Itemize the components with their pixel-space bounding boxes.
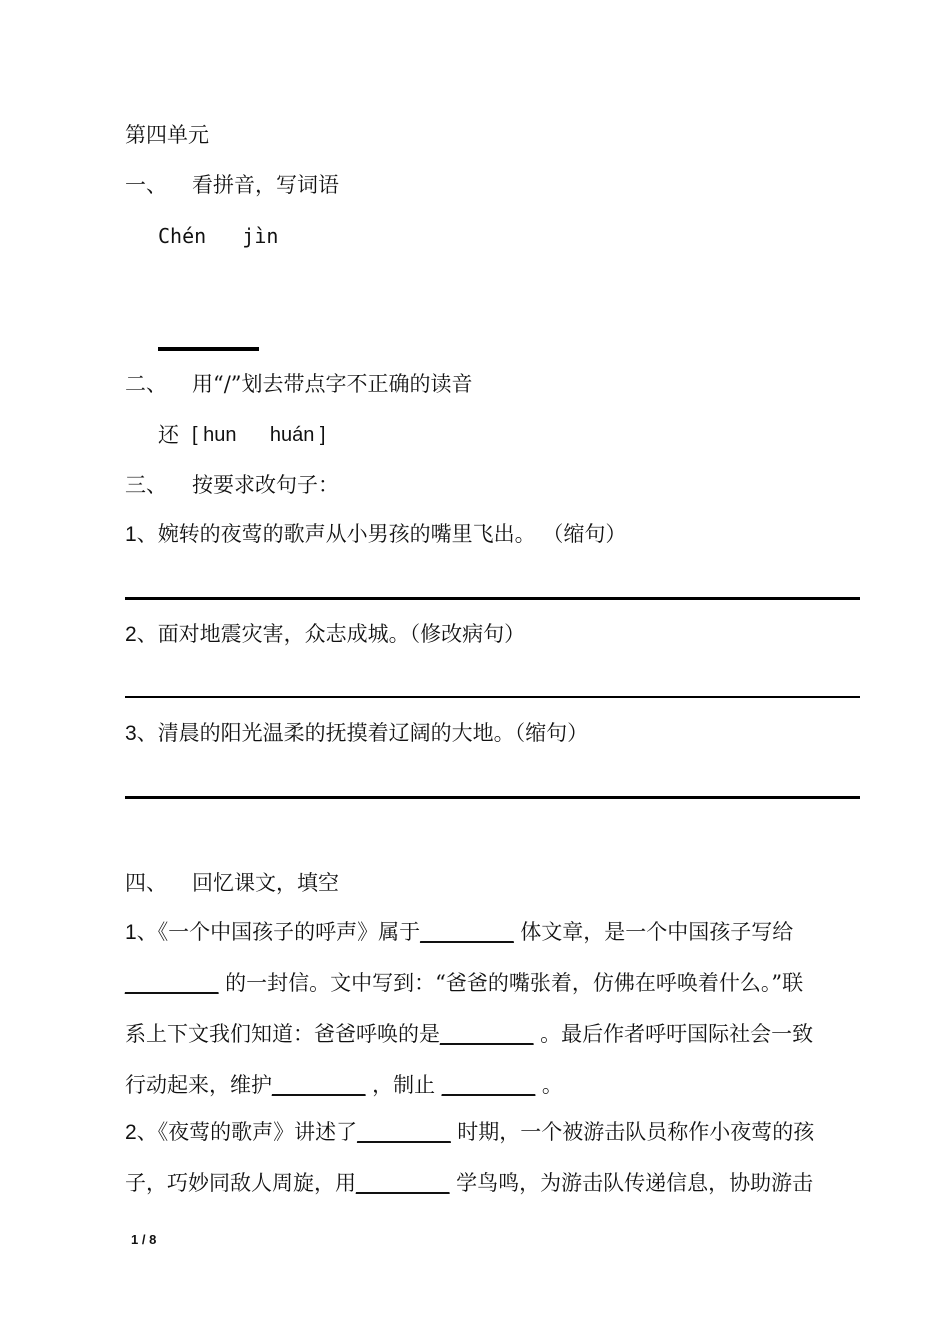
- item-text: 面对地震灾害，众志成城。（修改病句）: [157, 622, 526, 646]
- page-number: 1 / 8: [131, 1232, 157, 1247]
- item-number: 2、: [125, 623, 158, 646]
- answer-line-1[interactable]: [125, 597, 860, 600]
- fill-blank[interactable]: ________: [420, 921, 514, 944]
- unit-title: 第四单元: [125, 123, 209, 147]
- section-1-number: 一、: [125, 173, 167, 197]
- fill-blank[interactable]: ________: [440, 1023, 534, 1046]
- paragraph-text: 的一封信。文中写到：“爸爸的嘴张着，仿佛在呼唤着什么。”联: [218, 971, 804, 995]
- fill-paragraph-2: [125, 1107, 860, 1209]
- paragraph-text: 体文章，是一个中国孩子写给: [513, 920, 794, 944]
- item-number: 3、: [125, 722, 158, 745]
- item-number: 2、: [125, 1121, 158, 1144]
- item-text: 清晨的阳光温柔的抚摸着辽阔的大地。（缩句）: [157, 721, 589, 745]
- fill-blank[interactable]: ________: [272, 1074, 366, 1097]
- section-3-number: 三、: [125, 473, 167, 497]
- sentence-item-3: [125, 718, 588, 749]
- paragraph-text: 《夜莺的歌声》讲述了: [157, 1120, 358, 1144]
- item-number: 1、: [125, 523, 158, 546]
- item-number: 1、: [125, 921, 158, 944]
- answer-line-3[interactable]: [125, 796, 860, 799]
- section-4-title: 回忆课文，填空: [192, 871, 339, 895]
- fill-paragraph-1: [125, 907, 860, 1111]
- paragraph-text: 。: [535, 1073, 563, 1097]
- pinyin-prompt: Chén jìn: [158, 224, 279, 248]
- reading-options: [ hun huán ]: [192, 424, 326, 446]
- item-text: 婉转的夜莺的歌声从小男孩的嘴里飞出。 （缩句）: [157, 522, 627, 546]
- paragraph-text: 《一个中国孩子的呼声》属于: [157, 920, 421, 944]
- paragraph-text: 子，巧妙同敌人周旋，用: [125, 1171, 356, 1195]
- paragraph-text: 行动起来，维护: [125, 1073, 272, 1097]
- paragraph-text: 时期，一个被游击队员称作小夜莺的孩: [450, 1120, 815, 1144]
- sentence-item-1: [125, 519, 626, 550]
- paragraph-text: ，制止: [365, 1073, 442, 1097]
- section-2-title: 用“/”划去带点字不正确的读音: [192, 372, 473, 396]
- section-4-number: 四、: [125, 871, 167, 895]
- paragraph-text: 。最后作者呼吁国际社会一致: [533, 1022, 814, 1046]
- fill-blank[interactable]: ________: [357, 1121, 451, 1144]
- section-2-number: 二、: [125, 372, 167, 396]
- paragraph-text: 系上下文我们知道：爸爸呼唤的是: [125, 1022, 440, 1046]
- sentence-item-2: [125, 619, 525, 650]
- section-1-title: 看拼音，写词语: [192, 173, 339, 197]
- fill-blank[interactable]: ________: [441, 1074, 536, 1097]
- fill-blank[interactable]: ________: [125, 972, 219, 995]
- reading-character: 还: [158, 423, 179, 447]
- answer-line-pinyin[interactable]: [158, 347, 259, 351]
- fill-blank[interactable]: ________: [356, 1172, 450, 1195]
- paragraph-text: 学鸟鸣，为游击队传递信息，协助游击: [449, 1171, 814, 1195]
- answer-line-2[interactable]: [125, 696, 860, 698]
- section-3-title: 按要求改句子：: [192, 473, 339, 497]
